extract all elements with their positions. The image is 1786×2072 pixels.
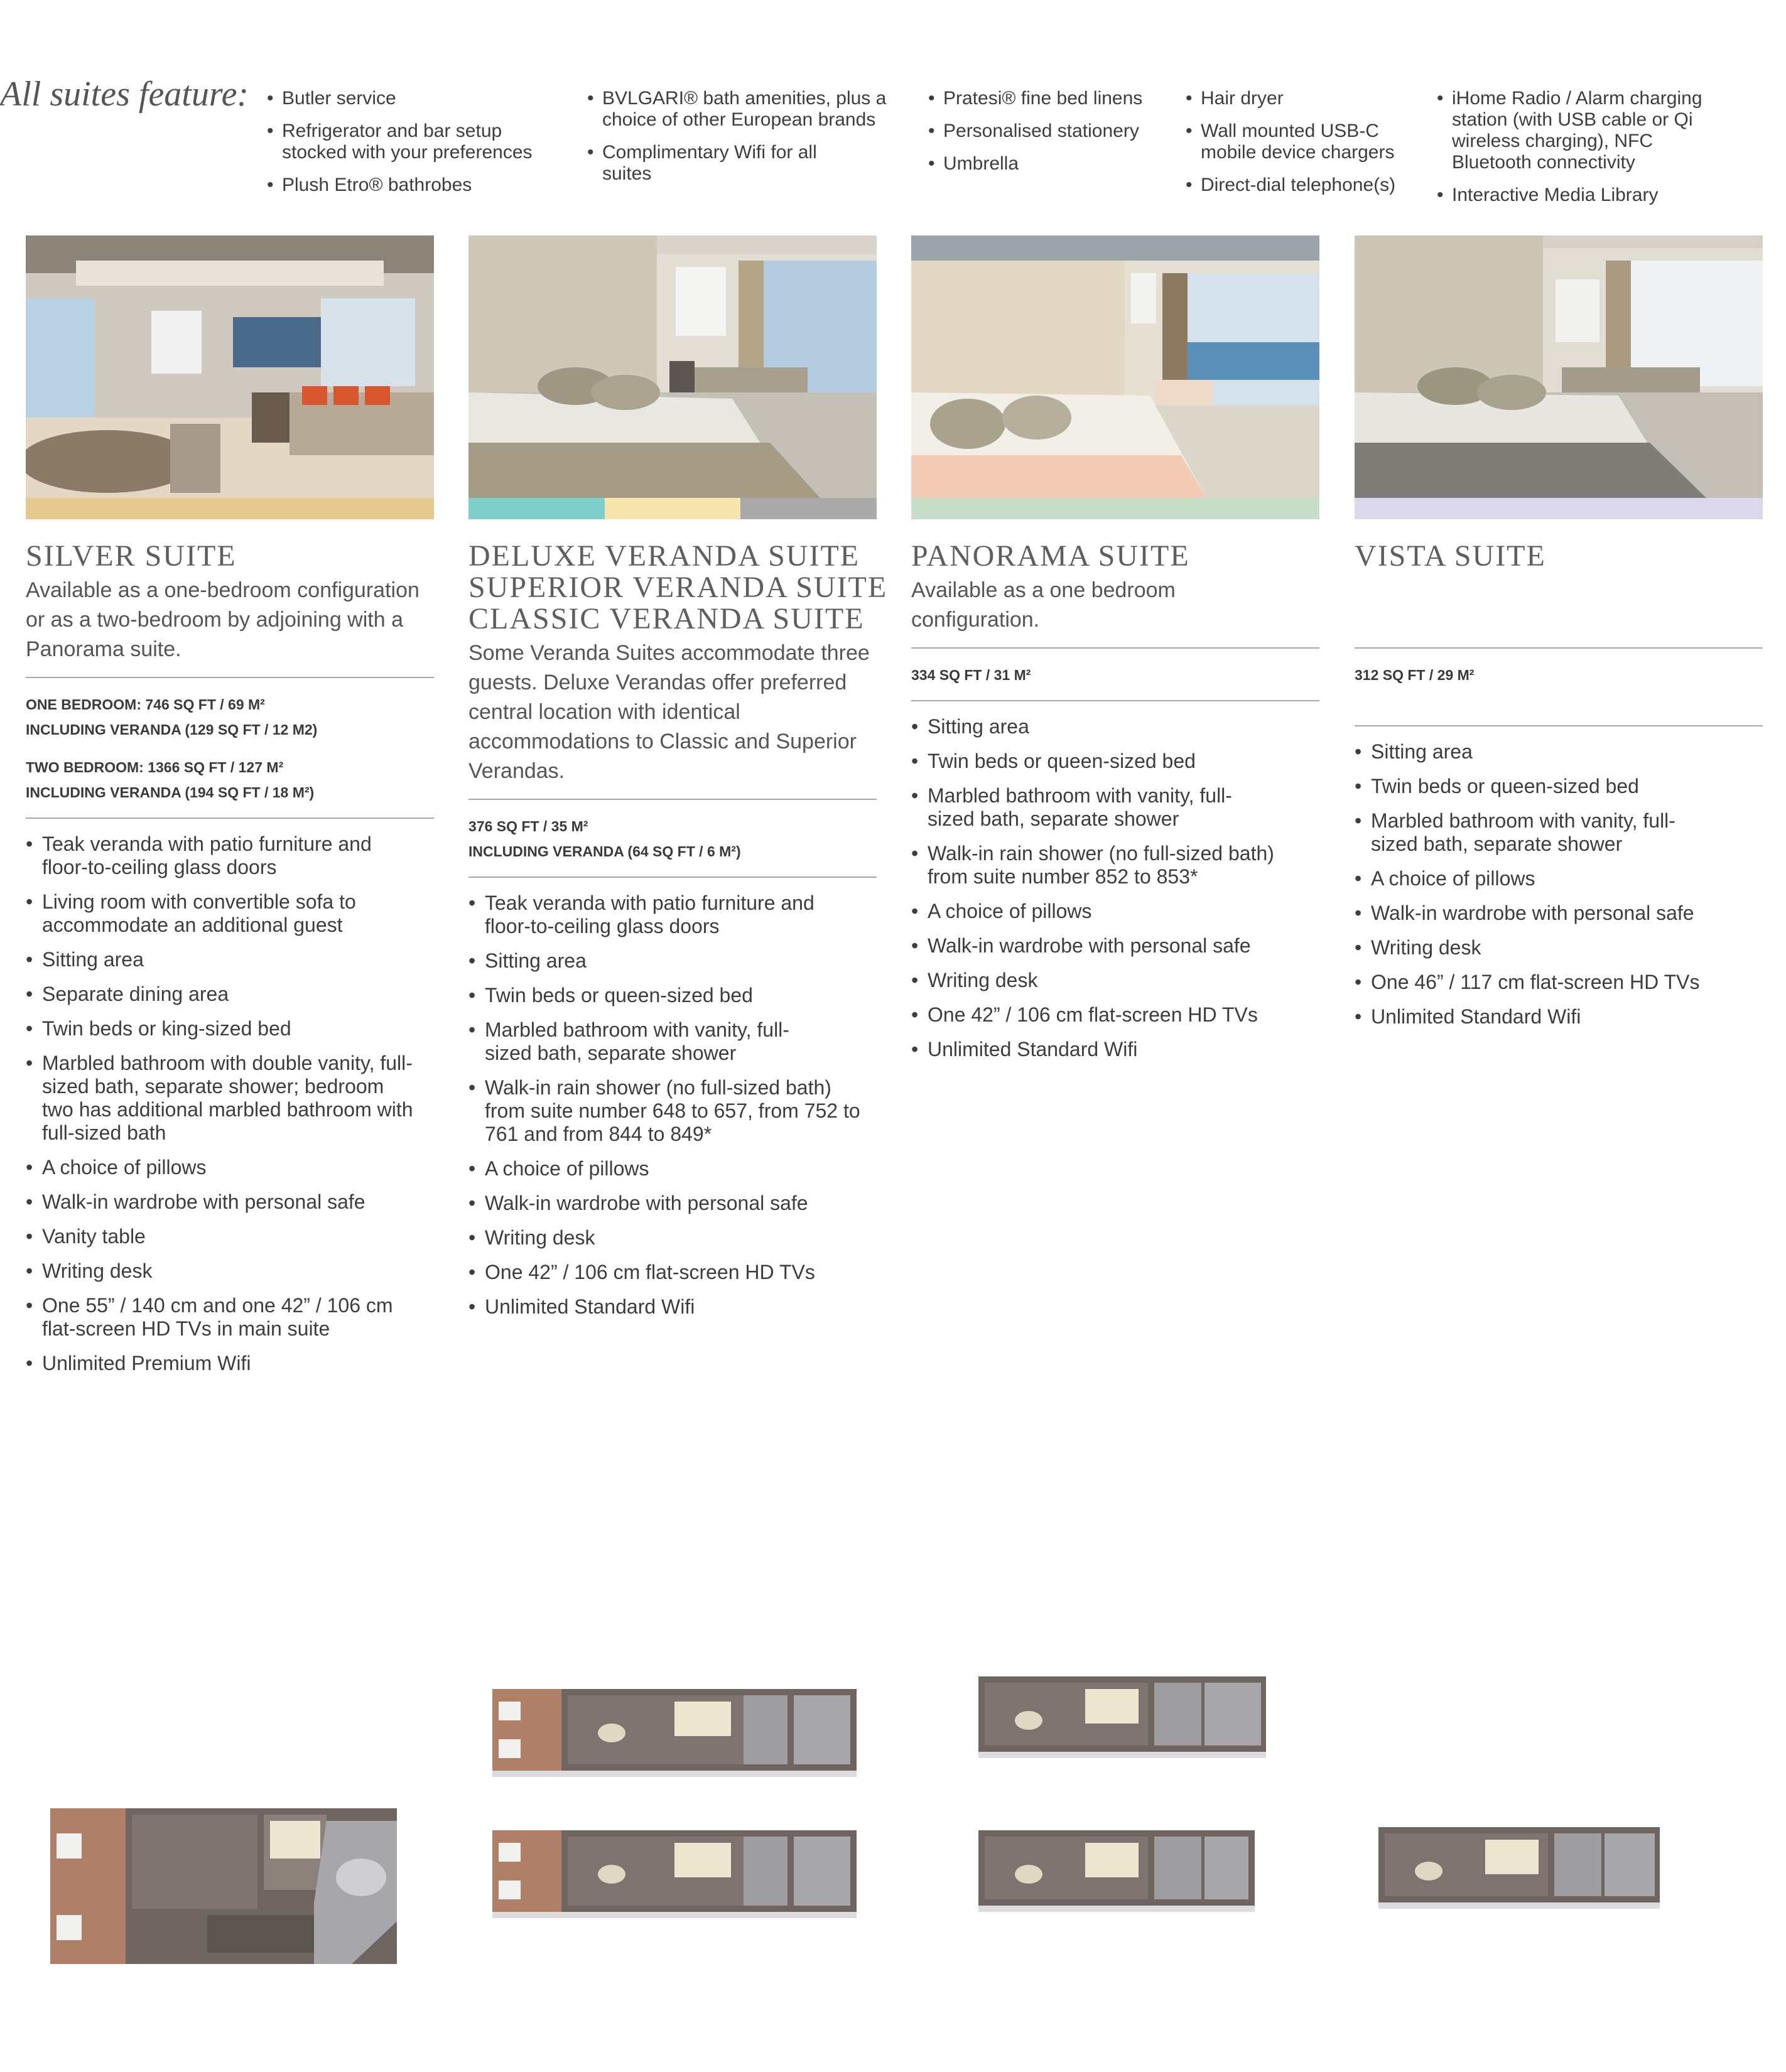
suite-name-line: SUPERIOR VERANDA SUITE [468, 571, 888, 604]
amenity-item: • Sitting area [1355, 740, 1763, 764]
amenity-item: • Walk-in rain shower (no full-sized bath) from suite number 852 to 853* [911, 842, 1317, 888]
color-swatch-vista [1355, 498, 1763, 519]
amenity-item: • Teak veranda with patio furniture and floor-to-ceiling glass doors [468, 892, 836, 938]
suite-description: Some Veranda Suites accommodate three guests. Deluxe Verandas offer preferred central location with identical accommodations to Classic and Superior Verandas. [468, 641, 870, 783]
feature-item: • Plush Etro® bathrobes [267, 175, 568, 196]
features-column-3 [928, 88, 1167, 186]
size-line: 376 SQ FT / 35 M² [468, 818, 588, 834]
amenity-item: • Walk-in rain shower (no full-sized bath) from suite number 648 to 657, from 752 to 761 and from 844 to 849* [468, 1076, 874, 1146]
features-column-4 [1186, 88, 1418, 207]
amenity-item: • Writing desk [468, 1226, 877, 1249]
floor-plan-veranda-1 [492, 1689, 857, 1777]
suite-description: Available as a one bedroom configuration. [911, 578, 1176, 632]
features-title: All suites feature: [0, 75, 249, 114]
amenity-item: • Writing desk [26, 1260, 434, 1283]
divider [1355, 647, 1763, 649]
color-swatch-panorama [911, 498, 1319, 519]
suite-column-vista [1355, 235, 1763, 1040]
suite-photo-veranda [468, 235, 877, 498]
feature-item: • Refrigerator and bar setup stocked with your preferences [267, 121, 568, 163]
suite-color-bar [468, 498, 877, 519]
suite-column-veranda [468, 235, 888, 1330]
amenity-item: • A choice of pillows [1355, 867, 1763, 890]
amenity-item: • Twin beds or queen-sized bed [911, 750, 1319, 773]
amenity-item: • Unlimited Premium Wifi [26, 1352, 434, 1375]
amenity-item: • Writing desk [1355, 936, 1763, 959]
feature-item: • Umbrella [928, 153, 1167, 175]
size-line: 312 SQ FT / 29 M² [1355, 667, 1475, 683]
suite-photo-panorama [911, 235, 1319, 498]
size-line: INCLUDING VERANDA (64 SQ FT / 6 M²) [468, 843, 741, 860]
suite-name-line: SILVER SUITE [26, 539, 237, 573]
amenity-item: • Unlimited Standard Wifi [911, 1038, 1319, 1061]
feature-item: • Butler service [267, 88, 568, 109]
divider [911, 647, 1319, 649]
feature-item: • Direct-dial telephone(s) [1186, 175, 1418, 196]
size-line: INCLUDING VERANDA (129 SQ FT / 12 M2) [26, 721, 318, 738]
suite-name-line: DELUXE VERANDA SUITE [468, 539, 860, 573]
amenity-item: • Sitting area [911, 715, 1319, 738]
suite-photo-vista [1355, 235, 1763, 498]
floor-plan-panorama-2 [978, 1830, 1255, 1912]
amenity-list [468, 892, 877, 1319]
suite-name-line: PANORAMA SUITE [911, 539, 1190, 573]
amenity-item: • Vanity table [26, 1225, 434, 1248]
divider [468, 799, 877, 800]
amenity-item: • Unlimited Standard Wifi [468, 1295, 877, 1319]
amenity-list [26, 833, 434, 1375]
size-line: 334 SQ FT / 31 M² [911, 667, 1031, 683]
suite-name-line: VISTA SUITE [1355, 539, 1546, 573]
amenity-item: • Writing desk [911, 969, 1319, 992]
floor-plan-panorama-1 [978, 1676, 1266, 1758]
divider [911, 700, 1319, 701]
amenity-item: • Sitting area [26, 948, 434, 971]
floor-plan-silver [50, 1808, 397, 1964]
suite-description [1355, 576, 1763, 635]
suite-name [1355, 541, 1763, 572]
amenity-item: • A choice of pillows [26, 1156, 434, 1179]
amenity-item: • Marbled bathroom with vanity, full-sized bath, separate shower [468, 1018, 824, 1065]
amenity-item: • One 42” / 106 cm flat-screen HD TVs [911, 1003, 1319, 1027]
amenity-item: • Walk-in wardrobe with personal safe [1355, 902, 1763, 925]
color-swatch-superior [605, 498, 741, 519]
features-column-5 [1437, 88, 1732, 217]
suite-name [468, 539, 888, 635]
feature-item: • Pratesi® fine bed linens [928, 88, 1167, 109]
features-column-1 [267, 88, 568, 207]
amenity-item: • Separate dining area [26, 983, 434, 1006]
amenity-item: • One 42” / 106 cm flat-screen HD TVs [468, 1261, 877, 1284]
feature-item: • Hair dryer [1186, 88, 1418, 109]
amenity-item: • Unlimited Standard Wifi [1355, 1005, 1763, 1028]
divider [26, 677, 434, 678]
amenity-item: • Walk-in wardrobe with personal safe [26, 1190, 434, 1214]
amenity-item: • Walk-in wardrobe with personal safe [911, 934, 1319, 958]
amenity-item: • A choice of pillows [911, 900, 1319, 923]
amenity-item: • A choice of pillows [468, 1157, 877, 1180]
floor-plan-vista [1378, 1827, 1660, 1909]
size-line: INCLUDING VERANDA (194 SQ FT / 18 M²) [26, 784, 315, 801]
suite-column-panorama [911, 235, 1319, 1072]
features-column-2 [587, 88, 907, 196]
amenity-item: • One 55” / 140 cm and one 42” / 106 cm flat-screen HD TVs in main suite [26, 1294, 431, 1341]
suite-name [911, 541, 1319, 572]
amenity-item: • Twin beds or queen-sized bed [468, 984, 877, 1007]
color-swatch-deluxe [468, 498, 605, 519]
feature-item: • BVLGARI® bath amenities, plus a choice of other European brands [587, 88, 907, 131]
suite-color-bar [911, 498, 1319, 519]
divider [26, 817, 434, 819]
amenity-item: • Twin beds or queen-sized bed [1355, 775, 1763, 798]
amenity-item: • Marbled bathroom with vanity, full-sized bath, separate shower [1355, 809, 1710, 856]
amenity-item: • One 46” / 117 cm flat-screen HD TVs [1355, 971, 1763, 994]
feature-item: • iHome Radio / Alarm charging station (with USB cable or Qi wireless charging), NFC Bluetooth connectivity [1437, 88, 1732, 173]
color-swatch-classic [740, 498, 877, 519]
color-swatch-silver [26, 498, 434, 519]
suite-column-silver [26, 235, 434, 1386]
size-line: TWO BEDROOM: 1366 SQ FT / 127 M² [26, 759, 284, 775]
feature-item: • Wall mounted USB-C mobile device chargers [1186, 121, 1418, 163]
amenity-item: • Walk-in wardrobe with personal safe [468, 1192, 877, 1215]
divider [468, 877, 877, 878]
suite-color-bar [26, 498, 434, 519]
suite-description: Available as a one-bedroom configuration or as a two-bedroom by adjoining with a Panorama suite. [26, 578, 419, 661]
amenity-list [1355, 740, 1763, 1028]
suite-name [26, 541, 434, 572]
suite-photo-silver [26, 235, 434, 498]
feature-item: • Complimentary Wifi for all suites [587, 142, 841, 185]
amenity-item: • Sitting area [468, 949, 877, 973]
floor-plan-veranda-2 [492, 1830, 857, 1918]
amenity-list [911, 715, 1319, 1061]
suite-color-bar [1355, 498, 1763, 519]
amenity-item: • Marbled bathroom with vanity, full-sized bath, separate shower [911, 784, 1267, 831]
amenity-item: • Teak veranda with patio furniture and floor-to-ceiling glass doors [26, 833, 394, 879]
feature-item: • Personalised stationery [928, 121, 1167, 142]
feature-item: • Interactive Media Library [1437, 185, 1732, 206]
suite-name-line: CLASSIC VERANDA SUITE [468, 602, 865, 635]
divider [1355, 725, 1763, 726]
amenity-item: • Marbled bathroom with double vanity, full-sized bath, separate shower; bedroom two has additional marbled bathroom with full-sized bath [26, 1052, 419, 1145]
size-line: ONE BEDROOM: 746 SQ FT / 69 M² [26, 696, 265, 713]
amenity-item: • Twin beds or king-sized bed [26, 1017, 434, 1040]
amenity-item: • Living room with convertible sofa to accommodate an additional guest [26, 890, 394, 937]
